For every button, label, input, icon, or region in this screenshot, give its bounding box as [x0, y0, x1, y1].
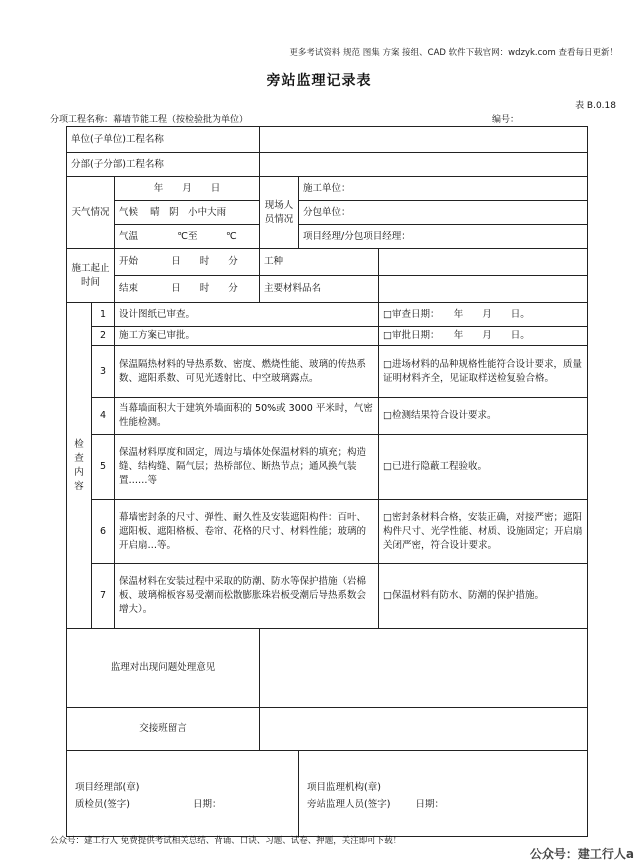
construction-unit-field[interactable]: 施工单位： — [299, 177, 588, 201]
end-time-cell[interactable] — [115, 276, 260, 303]
supervision-record-table — [66, 126, 588, 837]
check-item-number: 7 — [92, 564, 115, 629]
check-item-content: 保温材料在安装过程中采取的防潮、防水等保护措施（岩棉板、玻璃棉板容易受潮而松散膨胀珠岩板受潮后导热系数会增大）。 — [115, 564, 379, 629]
unit-project-value[interactable] — [260, 127, 588, 153]
start-value: 日 时 分 — [171, 256, 238, 267]
footer-note: 公众号：建工行人 免费提供考试相关总结、背诵、口诀、习题、试卷、押题，关注即可下载！ — [50, 836, 402, 846]
serial-number-label: 编号： — [492, 115, 520, 125]
check-item-result[interactable]: □密封条材料合格，安装正确，对接严密；遮阳构件尺寸、光学性能、材质、设施固定；开启扇关闭严密，符合设计要求。 — [379, 500, 588, 564]
check-item-result[interactable]: □进场材料的品种规格性能符合设计要求，质量证明材料齐全，见证取样送检复验合格。 — [379, 346, 588, 398]
check-content-label: 检查内容 — [67, 303, 92, 629]
check-item-result[interactable]: □检测结果符合设计要求。 — [379, 398, 588, 435]
check-item-row — [67, 398, 588, 435]
opinion-label: 监理对出现问题处理意见 — [67, 629, 260, 708]
weather-row-temp — [67, 225, 588, 249]
supervisor-signature-label: 旁站监理人员(签字) — [307, 799, 391, 810]
temperature-label: 气温 — [119, 230, 139, 242]
material-label: 主要材料品名 — [260, 276, 379, 303]
temperature-value: ℃至 ℃ — [177, 230, 237, 242]
pm-department-seal: 项目经理部(章) — [75, 782, 140, 793]
page-title: 旁站监理记录表 — [266, 73, 372, 89]
header-banner: 更多考试资料 规范 图集 方案 接组、CAD 软件下载官网：wdzyk.com 查看每日更新！ — [289, 48, 618, 58]
check-item-result[interactable]: □已进行隐蔽工程验收。 — [379, 435, 588, 500]
handover-row — [67, 708, 588, 751]
check-item-number: 3 — [92, 346, 115, 398]
handover-field[interactable] — [260, 708, 588, 751]
check-item-number: 4 — [92, 398, 115, 435]
weather-row-climate — [67, 201, 588, 225]
material-value[interactable] — [379, 276, 588, 303]
check-item-number: 5 — [92, 435, 115, 500]
sub-unit-project-row — [67, 153, 588, 177]
staff-label: 现场人员情况 — [260, 177, 299, 249]
weather-date[interactable]: 年 月 日 — [115, 177, 260, 201]
check-item-content: 当幕墙面积大于建筑外墙面积的 50%或 3000 平米时，气密性能检测。 — [115, 398, 379, 435]
weather-row-date — [67, 177, 588, 201]
check-item-row — [67, 303, 588, 327]
handover-label: 交接班留言 — [67, 708, 260, 751]
check-item-number: 6 — [92, 500, 115, 564]
climate-cell[interactable] — [115, 201, 260, 225]
check-item-result[interactable]: □保温材料有防水、防潮的保护措施。 — [379, 564, 588, 629]
check-item-content: 保温隔热材料的导热系数、密度、燃烧性能、玻璃的传热系数、遮阳系数、可见光透射比、中空玻璃露点。 — [115, 346, 379, 398]
signature-row — [67, 751, 588, 837]
qc-signature-label: 质检员(签字) — [75, 799, 130, 810]
check-item-content: 幕墙密封条的尺寸、弹性、耐久性及安装遮阳构件：百叶、遮阳板、遮阳格板、卷帘、花格的尺寸、材料性能；玻璃的开启扇…等。 — [115, 500, 379, 564]
end-value: 日 时 分 — [171, 283, 238, 294]
check-item-result[interactable]: □审查日期： 年 月 日。 — [379, 303, 588, 327]
climate-label: 气候 — [119, 206, 139, 218]
check-item-content: 保温材料厚度和固定，周边与墙体处保温材料的填充；构造缝、结构缝、隔气层；热桥部位、断热节点；通风换气装置……等 — [115, 435, 379, 500]
climate-options: 晴 阴 小中大雨 — [150, 206, 227, 218]
check-item-row — [67, 564, 588, 629]
unit-project-row — [67, 127, 588, 153]
check-item-row — [67, 435, 588, 500]
time-row-start — [67, 249, 588, 276]
contractor-date-label: 日期： — [192, 799, 222, 810]
opinion-field[interactable] — [260, 629, 588, 708]
check-item-content: 施工方案已审批。 — [115, 327, 379, 346]
construction-time-label: 施工起止时间 — [67, 249, 115, 303]
subcontractor-field[interactable]: 分包单位： — [299, 201, 588, 225]
sub-unit-project-label: 分部(子分部)工程名称 — [67, 153, 260, 177]
project-manager-field[interactable]: 项目经理/分包项目经理： — [299, 225, 588, 249]
contractor-signature-cell[interactable] — [67, 751, 299, 837]
check-item-row — [67, 327, 588, 346]
supervision-signature-cell[interactable] — [299, 751, 588, 837]
form-number: 表 B.0.18 — [575, 101, 616, 111]
supervision-date-label: 日期： — [415, 799, 444, 810]
opinion-row — [67, 629, 588, 708]
trade-label: 工种 — [260, 249, 379, 276]
supervision-org-seal: 项目监理机构(章) — [307, 782, 381, 793]
check-item-row — [67, 346, 588, 398]
check-item-row — [67, 500, 588, 564]
weather-label: 天气情况 — [67, 177, 115, 249]
check-item-number: 2 — [92, 327, 115, 346]
sub-project-name: 分项工程名称：幕墙节能工程（按检验批为单位） — [50, 115, 249, 125]
end-label: 结束 — [119, 283, 139, 294]
start-time-cell[interactable] — [115, 249, 260, 276]
time-row-end — [67, 276, 588, 303]
watermark-text: 公众号：建工行人a — [529, 847, 634, 861]
check-item-content: 设计图纸已审查。 — [115, 303, 379, 327]
start-label: 开始 — [119, 256, 139, 267]
sub-unit-project-value[interactable] — [260, 153, 588, 177]
unit-project-label: 单位(子单位)工程名称 — [67, 127, 260, 153]
check-item-result[interactable]: □审批日期： 年 月 日。 — [379, 327, 588, 346]
check-item-number: 1 — [92, 303, 115, 327]
trade-value[interactable] — [379, 249, 588, 276]
temperature-cell[interactable] — [115, 225, 260, 249]
